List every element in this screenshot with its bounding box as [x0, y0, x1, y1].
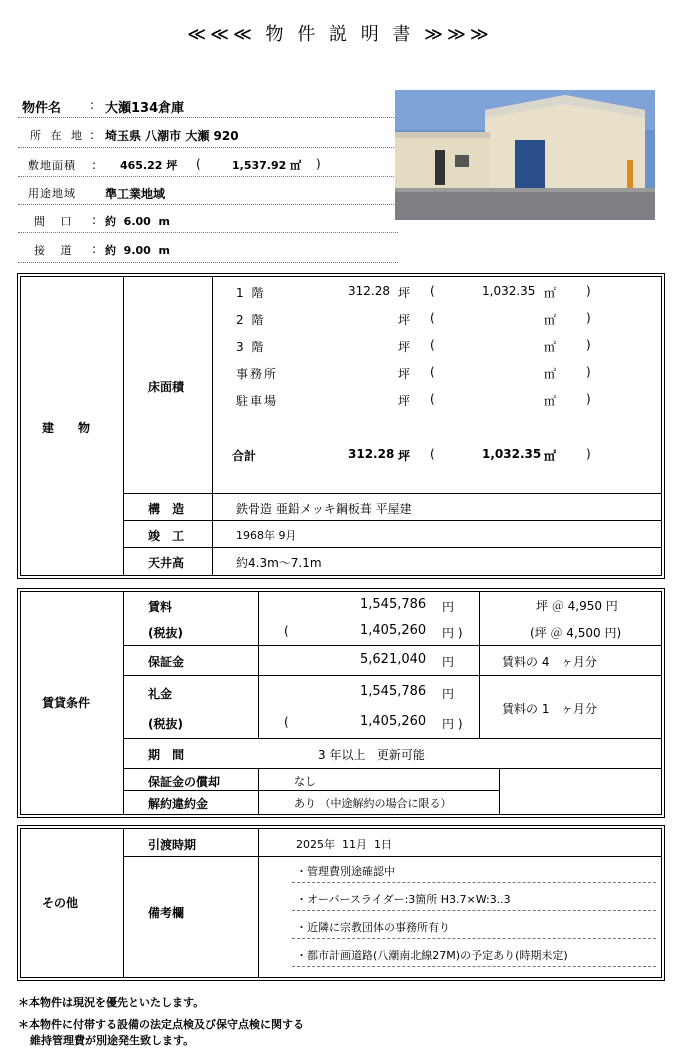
- paren-open: (: [430, 365, 435, 379]
- key-money-tax-label: (税抜): [148, 717, 183, 731]
- zoning-value: 準工業地域: [105, 187, 166, 201]
- deposit-months: 賃料の 4 ヶ月分: [502, 655, 597, 669]
- note-line: ＊本物件は現況を優先といたします。: [18, 996, 205, 1009]
- note-line: ＊本物件に付帯する設備の法定点検及び保守点検に関する: [18, 1018, 304, 1031]
- floor-sqm: 1,032.35: [482, 284, 536, 298]
- paren-close: ): [586, 447, 591, 461]
- paren-open: (: [430, 311, 435, 325]
- yen-close: 円 ): [442, 626, 463, 640]
- rent-per-tsubo-tax: (坪 ＠ 4,500 円): [530, 626, 622, 640]
- rent-value: 1,545,786: [360, 597, 427, 612]
- land-area-tsubo: 465.22 坪: [120, 159, 178, 172]
- land-area-label: 敷地面積: [28, 159, 76, 172]
- key-money-label: 礼金: [148, 687, 173, 701]
- key-money-months: 賃料の 1 ヶ月分: [502, 702, 597, 716]
- completed-label: 竣 工: [148, 529, 189, 543]
- paren-close: ): [586, 365, 591, 379]
- handover-label: 引渡時期: [148, 838, 197, 852]
- yen-close: 円 ): [442, 717, 463, 731]
- deposit-return-value: なし: [294, 775, 316, 788]
- colon: :: [92, 213, 97, 227]
- floor-name: 3 階: [236, 340, 266, 354]
- remark-item: ・オーバースライダー:3箇所 H3.7×W:3..3: [296, 893, 511, 906]
- ceiling-label: 天井高: [148, 556, 185, 570]
- paren-close: ): [316, 157, 321, 171]
- unit-sqm: ㎡: [544, 313, 557, 327]
- colon: :: [90, 128, 95, 142]
- property-name-label: 物件名: [22, 101, 62, 116]
- yen: 円: [442, 655, 455, 669]
- rent-per-tsubo: 坪 ＠ 4,950 円: [536, 599, 618, 613]
- unit-sqm: ㎡: [544, 286, 557, 300]
- paren-open: (: [196, 157, 201, 171]
- colon: :: [92, 158, 97, 172]
- frontage-value: 約 6.00 m: [105, 215, 170, 228]
- paren-close: ): [586, 311, 591, 325]
- remark-item: ・管理費別途確認中: [296, 865, 395, 878]
- unit-sqm: ㎡: [544, 367, 557, 381]
- handover-value: 2025年 11月 1日: [296, 838, 392, 851]
- paren-close: ): [586, 284, 591, 298]
- frontage-label: 間 口: [34, 215, 78, 228]
- floor-total-sqm: 1,032.35: [482, 447, 542, 461]
- floor-total-tsubo: 312.28: [348, 447, 395, 461]
- penalty-value: あり （中途解約の場合に限る）: [294, 797, 452, 810]
- address-label: 所 在 地: [30, 129, 85, 142]
- remarks-label: 備考欄: [148, 906, 185, 920]
- zoning-label: 用途地域: [28, 187, 76, 200]
- yen: 円: [442, 687, 455, 701]
- unit-tsubo: 坪: [398, 313, 411, 327]
- building-section: [20, 276, 662, 576]
- remark-item: ・都市計画道路(八潮南北線27M)の予定あり(時期未定): [296, 949, 568, 962]
- floor-area-label: 床面積: [148, 380, 185, 394]
- floor-name: 事務所: [236, 367, 279, 381]
- deposit-value: 5,621,040: [360, 652, 427, 667]
- paren-open: (: [430, 284, 435, 298]
- paren-open: (: [284, 715, 289, 729]
- key-money-value: 1,545,786: [360, 684, 427, 699]
- unit-sqm: ㎡: [544, 394, 557, 408]
- structure-value: 鉄骨造 亜鉛メッキ鋼板葺 平屋建: [236, 502, 412, 516]
- deposit-label: 保証金: [148, 655, 185, 669]
- paren-open: (: [430, 338, 435, 352]
- colon: :: [92, 242, 97, 256]
- floor-name: 2 階: [236, 313, 266, 327]
- unit-tsubo: 坪: [398, 367, 411, 381]
- completed-value: 1968年 9月: [236, 529, 297, 542]
- road-value: 約 9.00 m: [105, 244, 170, 257]
- floor-total-label: 合計: [232, 449, 257, 463]
- floor-name: 駐車場: [236, 394, 279, 408]
- paren-close: ): [586, 338, 591, 352]
- rent-label: 賃料: [148, 600, 173, 614]
- rent-tax-value: 1,405,260: [360, 623, 427, 638]
- penalty-label: 解約違約金: [148, 797, 209, 811]
- remark-item: ・近隣に宗教団体の事務所有り: [296, 921, 450, 934]
- floor-name: 1 階: [236, 286, 266, 300]
- unit-tsubo: 坪: [398, 449, 411, 463]
- unit-sqm: ㎡: [544, 449, 557, 463]
- unit-tsubo: 坪: [398, 286, 411, 300]
- road-label: 接 道: [34, 244, 78, 257]
- paren-open: (: [430, 447, 435, 461]
- paren-close: ): [586, 392, 591, 406]
- paren-open: (: [430, 392, 435, 406]
- lease-section-label: 賃貸条件: [42, 696, 91, 710]
- building-section-label: 建 物: [42, 421, 91, 435]
- unit-tsubo: 坪: [398, 340, 411, 354]
- page-title: ≪≪≪ 物 件 説 明 書 ≫≫≫: [187, 24, 493, 45]
- rent-tax-label: (税抜): [148, 626, 183, 640]
- floor-tsubo: 312.28: [348, 284, 390, 298]
- colon: :: [90, 98, 95, 112]
- property-photo: [395, 90, 655, 220]
- structure-label: 構 造: [148, 502, 189, 516]
- deposit-return-label: 保証金の償却: [148, 775, 221, 789]
- note-line: 維持管理費が別途発生致します。: [30, 1034, 195, 1047]
- property-name-value: 大瀬134倉庫: [105, 101, 185, 116]
- unit-tsubo: 坪: [398, 394, 411, 408]
- address-value: 埼玉県 八潮市 大瀬 920: [105, 129, 239, 143]
- yen: 円: [442, 600, 455, 614]
- paren-open: (: [284, 624, 289, 638]
- term-label: 期 間: [148, 748, 189, 762]
- term-value: 3 年以上 更新可能: [318, 748, 425, 762]
- land-area-sqm: 1,537.92 ㎡: [232, 159, 302, 172]
- ceiling-value: 約4.3m～7.1m: [236, 556, 322, 570]
- other-section-label: その他: [42, 896, 79, 910]
- key-money-tax-value: 1,405,260: [360, 714, 427, 729]
- unit-sqm: ㎡: [544, 340, 557, 354]
